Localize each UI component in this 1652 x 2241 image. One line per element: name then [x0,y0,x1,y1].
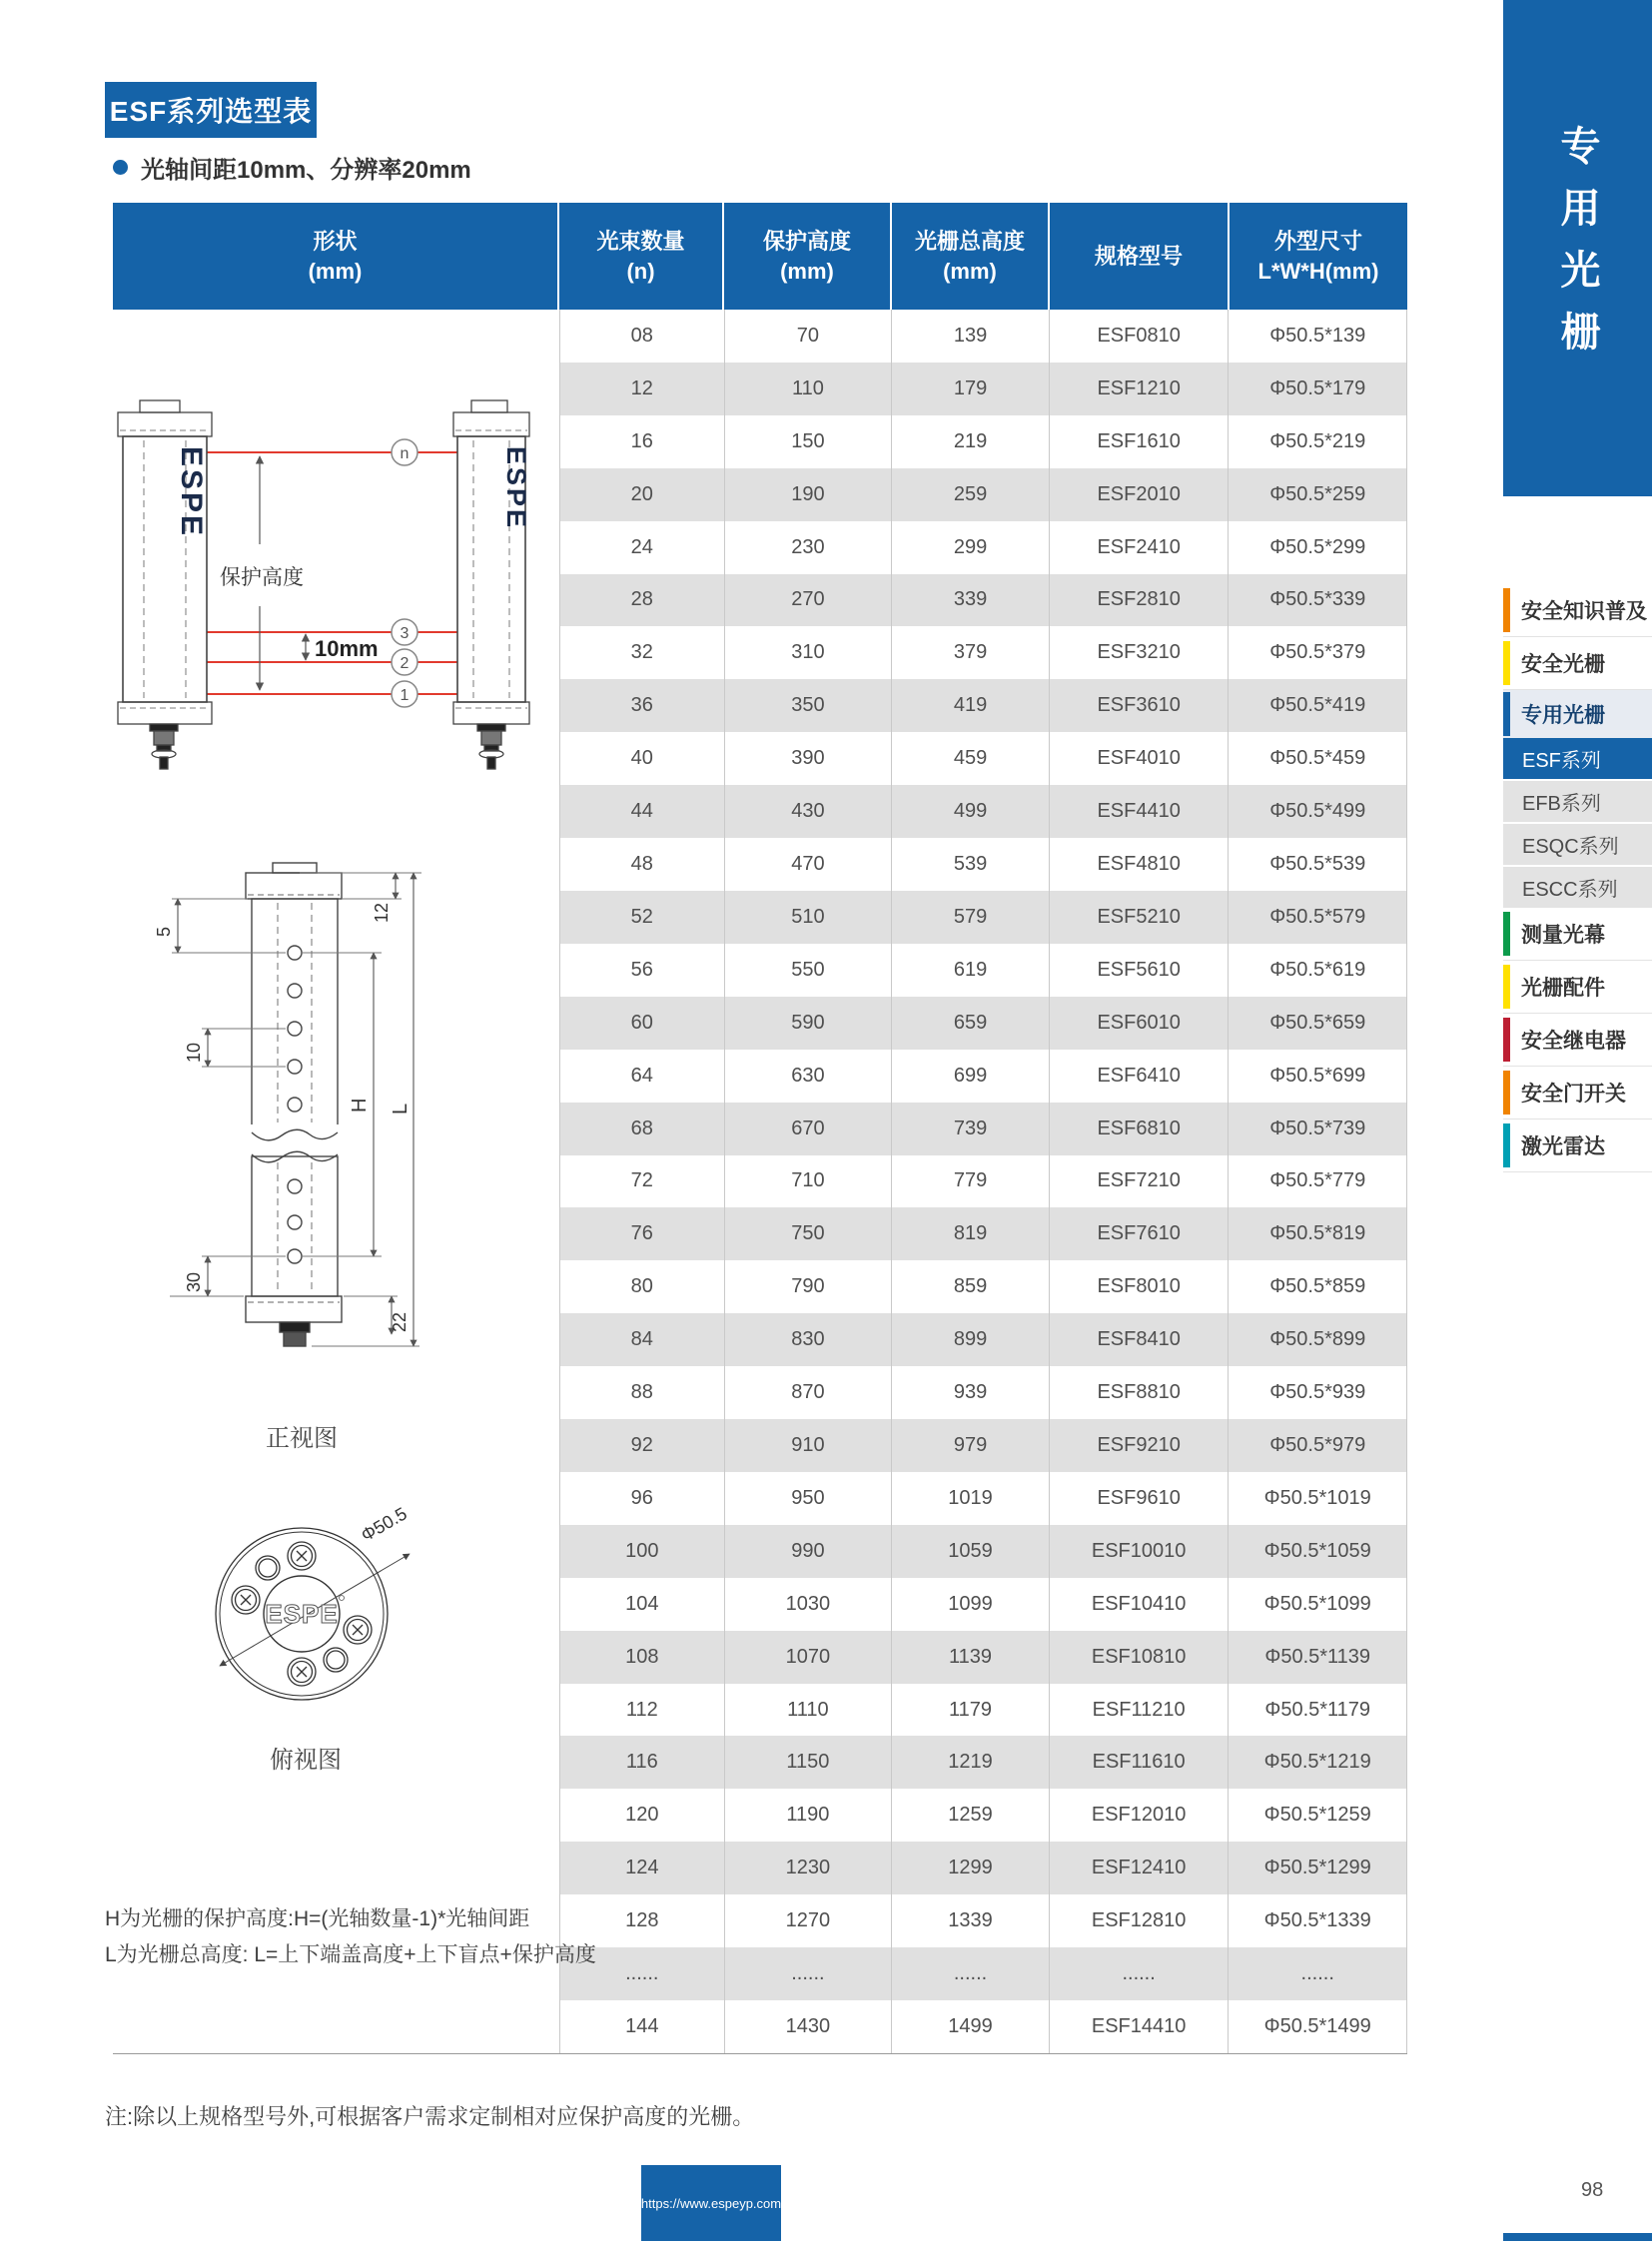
accent-bar [1503,965,1510,1009]
beam-pitch-label: 10mm [315,636,379,661]
beam-id-n: n [400,445,410,462]
table-cell: 60 [560,997,725,1050]
table-cell: 1219 [892,1736,1050,1789]
table-cell: 870 [725,1366,893,1419]
section-title-box [105,82,317,138]
bullet-icon [113,160,128,175]
table-cell: 40 [560,732,725,785]
dim-L: L [390,1103,412,1115]
table-cell: 116 [560,1736,725,1789]
front-view-diagram [150,857,439,1376]
sidebar-item-安全光栅[interactable] [1503,637,1652,690]
accent-bar [1503,1018,1510,1062]
table-cell: 36 [560,679,725,732]
sidebar-item-专用光栅[interactable] [1503,690,1652,738]
table-cell: Φ50.5*979 [1269,1433,1366,1456]
front-view-caption: 正视图 [266,1425,338,1452]
table-cell: 84 [560,1313,725,1366]
table-header-cell: 光束数量 (n) [559,203,724,310]
table-cell: 48 [560,838,725,891]
table-cell: 80 [560,1260,725,1313]
table-header-cell: 外型尺寸 L*W*H(mm) [1257,228,1379,284]
accent-bar [1503,641,1510,685]
table-row [560,1736,1406,1789]
table-row [560,2000,1406,2053]
table-cell: 390 [725,732,893,785]
table-row [560,1894,1406,1947]
table-cell: ESF3610 [1050,679,1230,732]
table-cell: 1030 [725,1578,893,1631]
accent-bar [1503,588,1510,632]
table-cell: 819 [892,1207,1050,1260]
table-cell: ESF6810 [1050,1103,1230,1155]
table-cell: ...... [725,1947,893,2000]
dim-5: 5 [154,926,174,937]
table-cell: 1019 [892,1472,1050,1525]
table-cell: 590 [725,997,893,1050]
table-cell: 1110 [725,1684,893,1737]
table-cell: 72 [560,1155,725,1208]
accent-bar [1503,1123,1510,1167]
dim-22: 22 [390,1311,410,1332]
sidebar-item-光栅配件[interactable] [1503,961,1652,1014]
table-cell: ESF3210 [1050,626,1230,679]
table-cell: 1270 [725,1894,893,1947]
table-cell: 230 [725,521,893,574]
table-cell: ESF2810 [1050,574,1230,627]
table-row [560,1366,1406,1419]
formula-l: L为光栅总高度: L=上下端盖高度+上下盲点+保护高度 [105,1943,596,1966]
table-cell: 100 [560,1525,725,1578]
beam-id-1: 1 [400,687,410,704]
table-cell: 20 [560,468,725,521]
table-row [560,363,1406,415]
table-cell: 790 [725,1260,893,1313]
table-cell: 1259 [892,1789,1050,1842]
table-row [560,1578,1406,1631]
table-cell: 619 [892,944,1050,997]
spec-bullet-text: 光轴间距10mm、分辨率20mm [141,157,471,184]
beam-id-2: 2 [400,655,410,672]
table-cell: Φ50.5*859 [1269,1275,1366,1298]
sidebar-bottom-strip [1503,2233,1652,2241]
sidebar-item-EFB系列[interactable]: EFB系列 [1503,781,1652,822]
table-cell: 899 [892,1313,1050,1366]
table-cell: 1299 [892,1842,1050,1894]
table-cell: 350 [725,679,893,732]
table-cell: 179 [892,363,1050,415]
footnote: 注:除以上规格型号外,可根据客户需求定制相对应保护高度的光栅。 [105,2104,755,2129]
table-cell: ESF8810 [1050,1366,1230,1419]
table-cell: Φ50.5*1139 [1264,1645,1371,1668]
protection-height-label: 保护高度 [220,566,304,589]
table-cell: Φ50.5*699 [1269,1064,1366,1087]
table-row [560,944,1406,997]
table-cell: 120 [560,1789,725,1842]
beam-diagram [110,394,533,779]
table-cell: 939 [892,1366,1050,1419]
table-cell: 56 [560,944,725,997]
table-cell: 64 [560,1050,725,1103]
table-cell: 1230 [725,1842,893,1894]
table-row [560,785,1406,838]
table-cell: Φ50.5*539 [1269,853,1366,876]
table-cell: Φ50.5*259 [1269,482,1366,505]
table-cell: 1430 [725,2000,893,2053]
table-cell: 139 [892,310,1050,363]
table-row [560,415,1406,468]
table-cell: ESF4810 [1050,838,1230,891]
table-row [560,838,1406,891]
table-cell: Φ50.5*179 [1269,376,1366,399]
table-cell: Φ50.5*1299 [1263,1857,1371,1879]
table-cell: Φ50.5*739 [1269,1117,1366,1139]
table-cell: Φ50.5*1339 [1263,1909,1371,1932]
table-cell: 270 [725,574,893,627]
table-cell: 830 [725,1313,893,1366]
sidebar-menu [1503,584,1652,1172]
table-cell: Φ50.5*1179 [1264,1698,1371,1721]
table-cell: Φ50.5*339 [1269,588,1366,611]
table-cell: 1339 [892,1894,1050,1947]
table-cell: 1059 [892,1525,1050,1578]
table-cell: 299 [892,521,1050,574]
table-cell: 499 [892,785,1050,838]
table-cell: 08 [560,310,725,363]
table-cell: 219 [892,415,1050,468]
accent-bar [1503,1071,1510,1115]
table-cell: ESF9210 [1050,1419,1230,1472]
table-cell: Φ50.5*459 [1269,747,1366,770]
table-cell: 539 [892,838,1050,891]
table-cell: ESF12410 [1050,1842,1230,1894]
table-cell: Φ50.5*499 [1269,800,1366,823]
sidebar-item-安全继电器[interactable] [1503,1014,1652,1067]
beam-id-3: 3 [400,625,410,642]
sidebar-item-label: 激光雷达 [1521,1135,1605,1158]
table-cell: ...... [892,1947,1050,2000]
table-cell: 190 [725,468,893,521]
sidebar-item-ESF系列[interactable]: ESF系列 [1503,738,1652,779]
table-cell: 112 [560,1684,725,1737]
table-cell: Φ50.5*139 [1269,324,1366,347]
table-row [560,1207,1406,1260]
table-cell: 550 [725,944,893,997]
table-cell: 659 [892,997,1050,1050]
page-number: 98 [1581,2179,1604,2201]
table-cell: Φ50.5*579 [1269,905,1366,928]
table-cell: Φ50.5*779 [1269,1169,1366,1192]
table-cell: ...... [560,1947,725,2000]
table-cell: ESF6010 [1050,997,1230,1050]
table-cell: 739 [892,1103,1050,1155]
table-cell: Φ50.5*939 [1269,1381,1366,1404]
sidebar-item-测量光幕[interactable] [1503,908,1652,961]
table-cell: ESF10010 [1050,1525,1230,1578]
table-cell: 470 [725,838,893,891]
table-cell: 1179 [892,1684,1050,1737]
dim-10: 10 [184,1042,204,1063]
table-cell: 339 [892,574,1050,627]
table-header-cell: 规格型号 [1050,203,1230,310]
table-cell: 910 [725,1419,893,1472]
table-row [560,1684,1406,1737]
table-cell: ESF4410 [1050,785,1230,838]
table-cell: 1070 [725,1631,893,1684]
dim-H: H [349,1098,371,1113]
table-cell: ESF6410 [1050,1050,1230,1103]
sidebar-item-label: 专用光栅 [1521,704,1605,727]
table-cell: 950 [725,1472,893,1525]
table-row [560,1050,1406,1103]
table-cell: 699 [892,1050,1050,1103]
table-cell: 1150 [725,1736,893,1789]
table-cell: 108 [560,1631,725,1684]
table-body-rows [559,310,1407,2053]
table-cell: Φ50.5*899 [1269,1328,1366,1351]
table-cell: 24 [560,521,725,574]
table-cell: 96 [560,1472,725,1525]
table-cell: 1139 [892,1631,1050,1684]
table-cell: ESF11610 [1050,1736,1230,1789]
table-row [560,1525,1406,1578]
table-cell: 76 [560,1207,725,1260]
front-view-dim-lines [178,873,413,1346]
table-cell: ESF10410 [1050,1578,1230,1631]
diameter-label: Φ50.5 [358,1503,411,1546]
table-cell: ESF8010 [1050,1260,1230,1313]
table-cell: 379 [892,626,1050,679]
table-cell: 419 [892,679,1050,732]
table-cell: Φ50.5*1019 [1263,1486,1371,1509]
table-cell: 104 [560,1578,725,1631]
sidebar-item-ESCC系列[interactable]: ESCC系列 [1503,867,1652,908]
table-cell: 670 [725,1103,893,1155]
table-row [560,1103,1406,1155]
table-cell: ESF11210 [1050,1684,1230,1737]
table-cell: Φ50.5*219 [1269,429,1366,452]
table-cell: 510 [725,891,893,944]
table-cell: 110 [725,363,893,415]
table-header-cell: 保护高度 (mm) [724,203,892,310]
top-view-diagram [170,1496,439,1726]
table-cell: 12 [560,363,725,415]
table-cell: ESF7610 [1050,1207,1230,1260]
table-cell: ESF8410 [1050,1313,1230,1366]
footer-url-box [641,2165,781,2241]
table-cell: Φ50.5*379 [1269,641,1366,664]
table-row [560,1842,1406,1894]
sidebar-item-安全知识普及[interactable] [1503,584,1652,637]
table-row [560,626,1406,679]
table-cell: ESF14410 [1050,2000,1230,2053]
table-cell: 28 [560,574,725,627]
registered-mark-icon [340,1596,345,1601]
table-cell: 979 [892,1419,1050,1472]
sidebar-item-label: 安全继电器 [1521,1030,1626,1053]
table-cell: 92 [560,1419,725,1472]
top-view-caption: 俯视图 [270,1747,342,1774]
table-cell: ESF7210 [1050,1155,1230,1208]
table-row [560,1472,1406,1525]
formula-h: H为光栅的保护高度:H=(光轴数量-1)*光轴间距 [105,1907,530,1930]
table-cell: 144 [560,2000,725,2053]
table-row [560,468,1406,521]
table-cell: 1499 [892,2000,1050,2053]
spec-bullet-line [113,150,471,185]
sidebar-item-label: 安全光栅 [1521,653,1605,676]
table-cell: ESF5610 [1050,944,1230,997]
table-row [560,1155,1406,1208]
table-cell: 710 [725,1155,893,1208]
table-row [560,679,1406,732]
table-cell: 88 [560,1366,725,1419]
table-cell: 859 [892,1260,1050,1313]
table-cell: 310 [725,626,893,679]
sidebar-item-安全门开关[interactable] [1503,1067,1652,1120]
sidebar-item-ESQC系列[interactable]: ESQC系列 [1503,824,1652,865]
table-cell: ESF12010 [1050,1789,1230,1842]
table-cell: Φ50.5*1059 [1263,1539,1371,1562]
table-bottom-border [113,2053,1407,2054]
table-cell: 630 [725,1050,893,1103]
front-view-dim-labels [154,903,412,1332]
table-cell: 70 [725,310,893,363]
table-cell: Φ50.5*619 [1269,958,1366,981]
table-cell: 430 [725,785,893,838]
table-cell: ESF4010 [1050,732,1230,785]
accent-bar [1503,692,1510,736]
table-cell: ESF5210 [1050,891,1230,944]
table-cell: 750 [725,1207,893,1260]
table-cell: 1099 [892,1578,1050,1631]
table-row [560,1631,1406,1684]
table-cell: ESF1610 [1050,415,1230,468]
table-cell: ESF0810 [1050,310,1230,363]
table-cell: Φ50.5*419 [1269,694,1366,717]
table-row [560,521,1406,574]
sidebar-item-label: 光栅配件 [1521,977,1605,1000]
left-tower-brand: ESPE [175,446,208,539]
table-cell: 579 [892,891,1050,944]
table-header-row [113,203,1407,310]
table-row [560,997,1406,1050]
table-cell: 990 [725,1525,893,1578]
table-cell: Φ50.5*1499 [1263,2014,1371,2037]
table-row [560,891,1406,944]
table-cell: 16 [560,415,725,468]
table-cell: Φ50.5*819 [1269,1222,1366,1245]
table-cell: ...... [1300,1962,1334,1985]
table-cell: 1190 [725,1789,893,1842]
table-cell: Φ50.5*299 [1269,535,1366,558]
table-row [560,732,1406,785]
sidebar-banner-text: 专用光栅 [1555,124,1599,373]
table-header-cell: 光栅总高度 (mm) [892,203,1050,310]
footer-url[interactable]: https://www.espeyp.com [640,2195,782,2211]
right-tower-brand: ESPE [501,446,531,531]
sidebar-banner [1503,0,1652,496]
beam-id-labels [392,439,417,707]
table-row [560,1419,1406,1472]
table-cell: 779 [892,1155,1050,1208]
sidebar-item-label: 测量光幕 [1521,924,1605,947]
front-view-tower [246,863,342,1346]
table-cell: ESF2010 [1050,468,1230,521]
table-cell: ESF1210 [1050,363,1230,415]
table-cell: Φ50.5*1219 [1263,1751,1371,1774]
accent-bar [1503,912,1510,956]
table-row [560,310,1406,363]
dim-30: 30 [184,1271,204,1292]
table-cell: 459 [892,732,1050,785]
sidebar-item-label: 安全知识普及 [1521,600,1647,623]
table-cell: 44 [560,785,725,838]
table-cell: ESF2410 [1050,521,1230,574]
table-cell: ESF9610 [1050,1472,1230,1525]
table-cell: 68 [560,1103,725,1155]
table-row [560,574,1406,627]
table-cell: ESF10810 [1050,1631,1230,1684]
table-cell: 52 [560,891,725,944]
table-cell: 259 [892,468,1050,521]
table-cell: ESF12810 [1050,1894,1230,1947]
top-view-brand: ESPE [265,1599,339,1629]
dim-12: 12 [372,902,392,923]
table-row [560,1947,1406,2000]
table-row [560,1789,1406,1842]
table-cell: 32 [560,626,725,679]
table-cell: 124 [560,1842,725,1894]
sidebar-item-label: 安全门开关 [1521,1083,1626,1106]
table-row [560,1260,1406,1313]
table-cell: Φ50.5*1259 [1263,1804,1371,1827]
section-title: ESF系列选型表 [109,96,313,127]
table-header-cell: 形状 (mm) [113,203,559,310]
table-cell: Φ50.5*659 [1269,1011,1366,1034]
table-cell: Φ50.5*1099 [1263,1592,1371,1615]
table-cell: ...... [1050,1947,1230,2000]
table-cell: 150 [725,415,893,468]
table-row [560,1313,1406,1366]
table-cell: 128 [560,1894,725,1947]
sidebar-item-激光雷达[interactable] [1503,1120,1652,1172]
